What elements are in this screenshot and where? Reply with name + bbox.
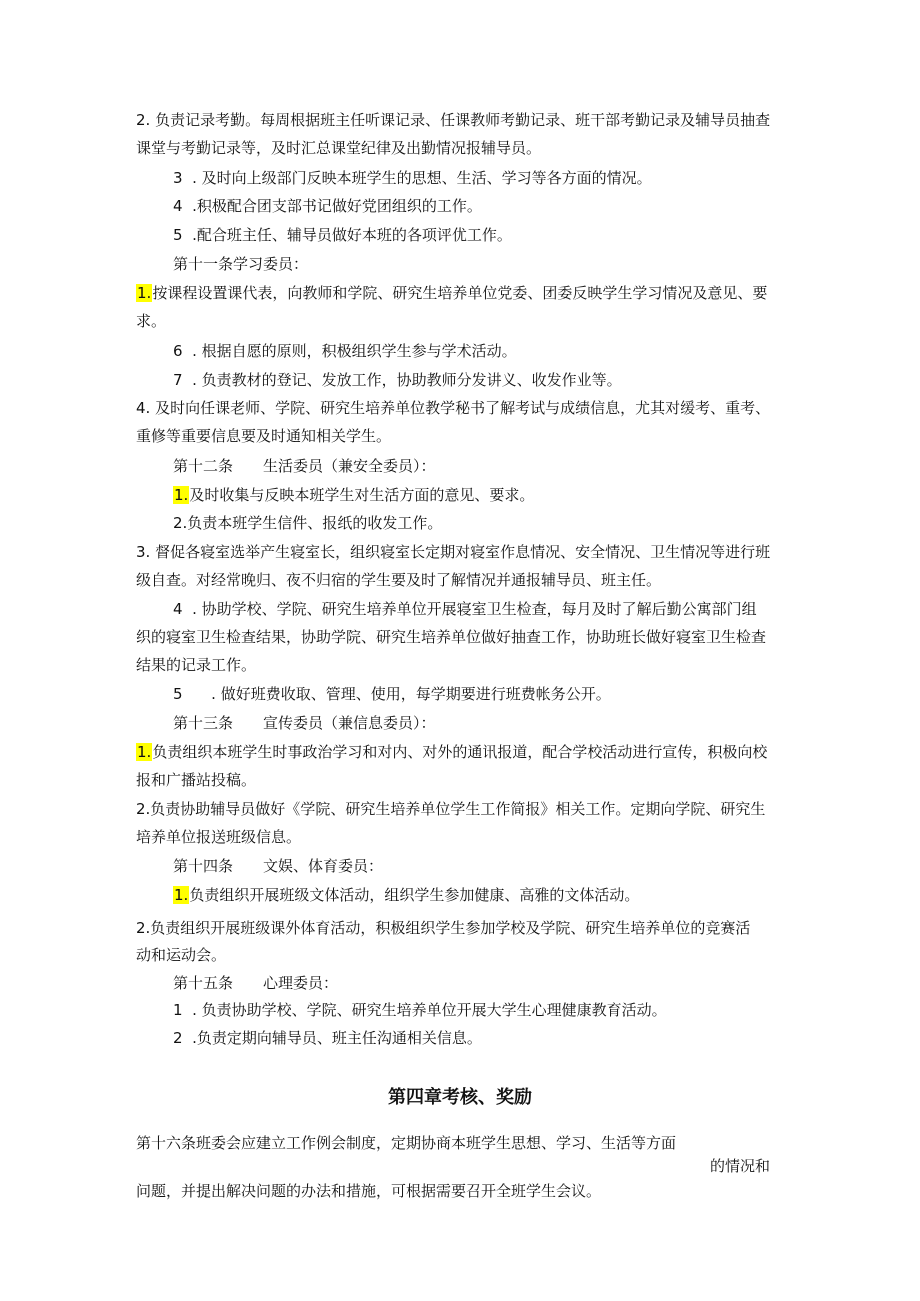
paragraph-line: 第十六条班委会应建立工作例会制度，定期协商本班学生思想、学习、生活等方面 <box>136 1134 677 1152</box>
list-item: 2 .负责定期向辅导员、班主任沟通相关信息。 <box>173 1029 482 1047</box>
highlighted-list-item: 1.负责组织开展班级文体活动，组织学生参加健康、高雅的文体活动。 <box>174 886 640 904</box>
article-heading: 第十五条 心理委员： <box>173 974 339 992</box>
paragraph-line: 织的寝室卫生检查结果，协助学院、研究生培养单位做好抽查工作，协助班长做好寝室卫生检查 <box>136 628 767 646</box>
paragraph-line: 培养单位报送班级信息。 <box>136 828 302 846</box>
highlighted-marker: 1. <box>137 743 152 761</box>
article-heading: 第十一条学习委员： <box>173 255 309 273</box>
list-item: 3 . 及时向上级部门反映本班学生的思想、生活、学习等各方面的情况。 <box>173 169 652 187</box>
list-item: 1 . 负责协助学校、学院、研究生培养单位开展大学生心理健康教育活动。 <box>173 1001 667 1019</box>
paragraph-line: 课堂与考勤记录等，及时汇总课堂纪律及出勤情况报辅导员。 <box>136 139 542 157</box>
paragraph-line: 结果的记录工作。 <box>136 656 257 674</box>
list-item: 6 . 根据自愿的原则，积极组织学生参与学术活动。 <box>173 342 517 360</box>
list-item: 2.负责本班学生信件、报纸的收发工作。 <box>173 514 443 532</box>
list-item: 5 . 做好班费收取、管理、使用，每学期要进行班费帐务公开。 <box>173 685 611 703</box>
highlighted-list-item: 1.按课程设置课代表，向教师和学院、研究生培养单位党委、团委反映学生学习情况及意见、要 <box>137 284 768 302</box>
paragraph-line: 问题，并提出解决问题的办法和措施，可根据需要召开全班学生会议。 <box>136 1182 602 1200</box>
list-item: 4 . 协助学校、学院、研究生培养单位开展寝室卫生检查，每月及时了解后勤公寓部门组 <box>173 600 757 618</box>
paragraph-line: 求。 <box>136 312 167 330</box>
paragraph-line: 2.负责协助辅导员做好《学院、研究生培养单位学生工作简报》相关工作。定期向学院、研究生 <box>136 800 766 818</box>
paragraph-line: 4. 及时向任课老师、学院、研究生培养单位教学秘书了解考试与成绩信息，尤其对缓考、重考、 <box>136 399 771 417</box>
highlighted-list-item: 1.及时收集与反映本班学生对生活方面的意见、要求。 <box>174 486 535 504</box>
highlighted-marker: 1. <box>174 486 189 504</box>
chapter-title: 第四章考核、奖励 <box>388 1087 532 1108</box>
article-heading: 第十四条 文娱、体育委员： <box>173 857 384 875</box>
article-heading: 第十二条 生活委员（兼安全委员）： <box>173 457 436 475</box>
list-item: 4 .积极配合团支部书记做好党团组织的工作。 <box>173 197 482 215</box>
paragraph-line: 报和广播站投稿。 <box>136 771 257 789</box>
paragraph-line: 3. 督促各寝室选举产生寝室长，组织寝室长定期对寝室作息情况、安全情况、卫生情况等进行班 <box>136 543 771 561</box>
highlighted-marker: 1. <box>174 886 189 904</box>
paragraph-line: 动和运动会。 <box>136 946 227 964</box>
highlighted-marker: 1. <box>137 284 152 302</box>
highlighted-list-item: 1.负责组织本班学生时事政治学习和对内、对外的通讯报道，配合学校活动进行宣传，积极向校 <box>137 743 768 761</box>
paragraph-line: 2.负责组织开展班级课外体育活动，积极组织学生参加学校及学院、研究生培养单位的竞赛活 <box>136 919 751 937</box>
paragraph-line: 的情况和 <box>710 1157 771 1175</box>
article-heading: 第十三条 宣传委员（兼信息委员）： <box>173 714 436 732</box>
paragraph-line: 2. 负责记录考勤。每周根据班主任听课记录、任课教师考勤记录、班干部考勤记录及辅导员抽查 <box>136 111 771 129</box>
paragraph-line: 重修等重要信息要及时通知相关学生。 <box>136 427 392 445</box>
list-item: 7 . 负责教材的登记、发放工作，协助教师分发讲义、收发作业等。 <box>173 371 622 389</box>
paragraph-line: 级自查。对经常晚归、夜不归宿的学生要及时了解情况并通报辅导员、班主任。 <box>136 571 662 589</box>
list-item: 5 .配合班主任、辅导员做好本班的各项评优工作。 <box>173 226 512 244</box>
